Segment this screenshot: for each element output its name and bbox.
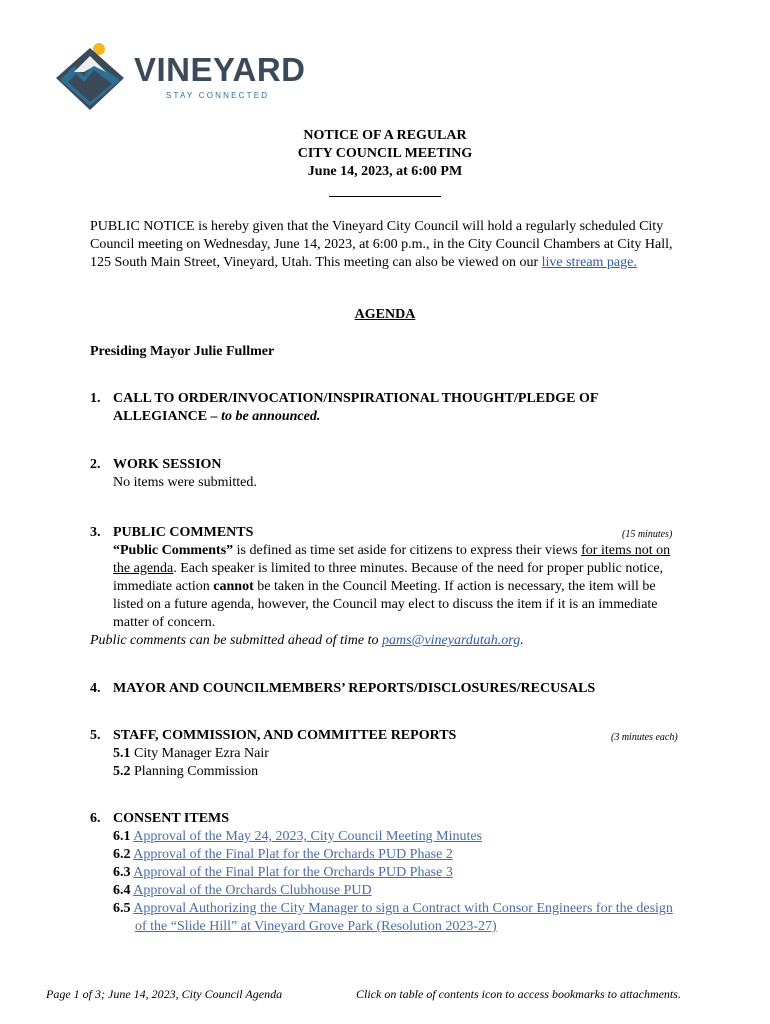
item-6-number: 6. xyxy=(90,811,101,826)
item-3-title: PUBLIC COMMENTS xyxy=(113,525,254,540)
vineyard-mountain-logo-icon xyxy=(54,42,126,114)
title-line-2: CITY COUNCIL MEETING xyxy=(297,146,473,161)
item-1-title-line1: CALL TO ORDER/INVOCATION/INSPIRATIONAL THOUGHT/PLEDGE OF xyxy=(113,391,599,406)
consent-item-number: 6.5 xyxy=(113,901,131,916)
footer-bookmark-hint: Click on table of contents icon to access bookmarks to attachments. xyxy=(356,987,681,1001)
item-1-number: 1. xyxy=(90,391,101,406)
consent-item-number: 6.3 xyxy=(113,865,131,880)
sub-item xyxy=(113,745,678,763)
item-3-description xyxy=(113,542,675,632)
live-stream-link[interactable]: live stream page. xyxy=(541,255,637,270)
sub-item xyxy=(113,763,678,781)
consent-item[interactable] xyxy=(113,882,683,900)
comment-submission-note xyxy=(90,632,690,650)
consent-item[interactable] xyxy=(113,900,683,936)
item-4-number: 4. xyxy=(90,681,101,696)
consent-item-link[interactable]: Approval of the Final Plat for the Orchards PUD Phase 2 xyxy=(133,847,453,862)
logo-wordmark: VINEYARD xyxy=(134,51,306,88)
agenda-heading: AGENDA xyxy=(354,307,416,322)
submit-end: . xyxy=(520,633,524,648)
title-line-1: NOTICE OF A REGULAR xyxy=(303,128,467,143)
consent-item-link[interactable]: Approval of the Final Plat for the Orchards PUD Phase 3 xyxy=(133,865,453,880)
item-3-text-b: . Each speaker is limited to three minutes. Because of the need for proper public notice, immediate action xyxy=(113,561,664,594)
item-3 xyxy=(113,524,675,632)
consent-item-link[interactable]: Approval Authorizing the City Manager to sign a Contract with Consor Engineers for the design of the “Slide Hill” at Vineyard Grove Park (Resolution 2023-27) xyxy=(133,901,673,934)
email-link[interactable]: pams@vineyardutah.org xyxy=(382,633,521,648)
item-5 xyxy=(113,727,678,781)
item-3-number: 3. xyxy=(90,525,101,540)
item-6-title: CONSENT ITEMS xyxy=(113,811,230,826)
item-4-title: MAYOR AND COUNCILMEMBERS’ REPORTS/DISCLOSURES/RECUSALS xyxy=(113,681,596,696)
consent-item-number: 6.1 xyxy=(113,829,131,844)
sub-item-text: Planning Commission xyxy=(134,764,259,779)
item-2 xyxy=(113,456,678,492)
consent-item-link[interactable]: Approval of the Orchards Clubhouse PUD xyxy=(133,883,372,898)
item-2-body: No items were submitted. xyxy=(113,475,257,490)
public-notice-paragraph xyxy=(90,218,690,272)
public-comments-term: “Public Comments” xyxy=(113,543,234,558)
sub-item-text: City Manager Ezra Nair xyxy=(134,746,269,761)
consent-item-number: 6.2 xyxy=(113,847,131,862)
item-5-number: 5. xyxy=(90,728,101,743)
item-5-duration: (3 minutes each) xyxy=(611,732,678,743)
presiding-mayor: Presiding Mayor Julie Fullmer xyxy=(90,344,275,359)
vineyard-logo xyxy=(54,42,314,114)
item-5-title: STAFF, COMMISSION, AND COMMITTEE REPORTS xyxy=(113,728,457,743)
item-3-text-c: be taken in the Council Meeting. If action is necessary, the item will be listed on a future agenda, however, the Council may elect to discuss the item if it is an immediate matter of concern. xyxy=(113,579,658,630)
item-2-title: WORK SESSION xyxy=(113,457,222,472)
consent-item-number: 6.4 xyxy=(113,883,131,898)
item-3-duration: (15 minutes) xyxy=(622,529,673,540)
item-1 xyxy=(113,390,673,426)
public-notice-text: PUBLIC NOTICE is hereby given that the Vineyard City Council will hold a regularly scheduled City Council meeting on Wednesday, June 14, 2023, at 6:00 p.m., in the City Council Chambers at City Hall, 125 South Main Street, Vineyard, Utah. This meeting can also be viewed on our xyxy=(90,219,673,270)
notice-title xyxy=(0,127,770,181)
item-1-note: – to be announced. xyxy=(210,409,321,424)
title-line-3: June 14, 2023, at 6:00 PM xyxy=(307,164,463,179)
title-divider xyxy=(329,196,441,197)
item-1-title-line2: ALLEGIANCE xyxy=(113,409,208,424)
logo-tagline: STAY CONNECTED xyxy=(166,91,270,100)
sub-item-number: 5.1 xyxy=(113,746,131,761)
item-2-number: 2. xyxy=(90,457,101,472)
footer-page-info: Page 1 of 3; June 14, 2023, City Council Agenda xyxy=(46,987,283,1001)
item-3-text-a: is defined as time set aside for citizens to express their views xyxy=(233,543,582,558)
consent-item[interactable] xyxy=(113,828,683,846)
sub-item-number: 5.2 xyxy=(113,764,131,779)
item-3-bold-word: cannot xyxy=(213,579,254,594)
consent-item[interactable] xyxy=(113,846,683,864)
consent-item-link[interactable]: Approval of the May 24, 2023, City Council Meeting Minutes xyxy=(133,829,483,844)
consent-item[interactable] xyxy=(113,864,683,882)
item-6 xyxy=(113,810,683,936)
item-3-underlined: for items not on the agenda xyxy=(113,543,671,576)
submit-text: Public comments can be submitted ahead of time to xyxy=(90,633,382,648)
